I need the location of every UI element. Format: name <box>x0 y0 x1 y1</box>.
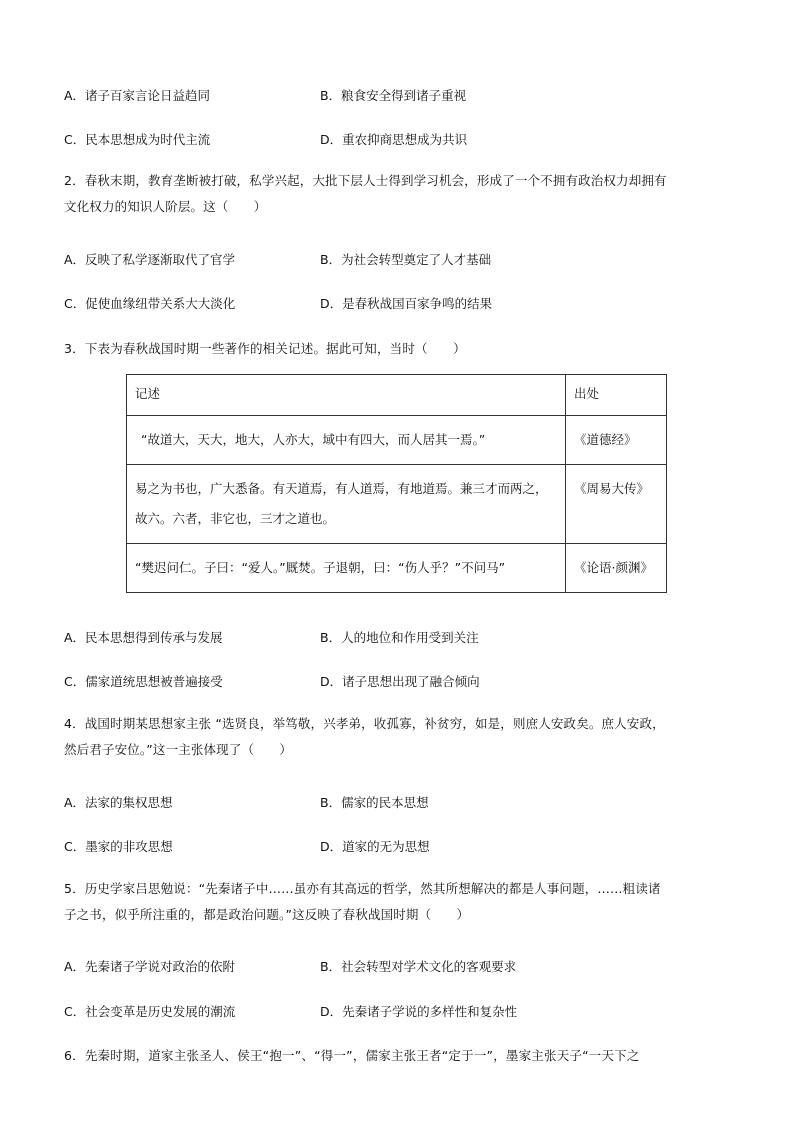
table-header-record: 记述 <box>127 375 566 416</box>
q3-option-b: B．人的地位和作用受到关注 <box>320 630 479 645</box>
q2-option-c: C．促使血缘纽带关系大大淡化 <box>64 296 236 311</box>
q5-option-c: C．社会变革是历史发展的潮流 <box>64 1004 236 1019</box>
table-header-source: 出处 <box>566 375 667 416</box>
q5-stem-line-1: 5．历史学家吕思勉说：“先秦诸子中……虽亦有其高远的哲学，然其所想解决的都是人事问题，……粗读诸 <box>64 881 661 896</box>
q4-options-row-2 <box>64 837 744 857</box>
q1-options-row-2 <box>64 130 744 150</box>
q2-options-row-2 <box>64 294 744 314</box>
q4-options-row-1 <box>64 793 744 813</box>
q1-option-c: C．民本思想成为时代主流 <box>64 132 211 147</box>
q2-option-b: B．为社会转型奠定了人才基础 <box>320 252 492 267</box>
q2-option-d: D．是春秋战国百家争鸣的结果 <box>320 296 493 311</box>
q1-options-row-1 <box>64 86 744 106</box>
q3-stem: 3．下表为春秋战国时期一些著作的相关记述。据此可知，当时（ ） <box>64 341 466 356</box>
q2-options-row-1 <box>64 250 744 270</box>
table-row <box>127 416 667 465</box>
q4-option-c: C．墨家的非攻思想 <box>64 839 173 854</box>
q5-option-a: A．先秦诸子学说对政治的依附 <box>64 959 236 974</box>
q2-stem <box>64 168 732 220</box>
q4-stem-line-2: 然后君子安位。”这一主张体现了（ ） <box>64 742 293 757</box>
q2-stem-line-1: 2．春秋末期，教育垄断被打破，私学兴起，大批下层人士得到学习机会，形成了一个不拥有政治权力却拥有 <box>64 173 667 188</box>
q1-option-d: D．重农抑商思想成为共识 <box>320 132 468 147</box>
q5-options-row-1 <box>64 957 744 977</box>
q4-stem <box>64 711 732 763</box>
q1-option-b: B．粮食安全得到诸子重视 <box>320 88 467 103</box>
q3-option-d: D．诸子思想出现了融合倾向 <box>320 674 480 689</box>
q5-options-row-2 <box>64 1002 744 1022</box>
table-cell-source: 《道德经》 <box>566 416 667 465</box>
table-row <box>127 465 667 544</box>
q4-option-a: A．法家的集权思想 <box>64 795 173 810</box>
q4-option-b: B．儒家的民本思想 <box>320 795 429 810</box>
table-row <box>127 544 667 593</box>
q2-stem-line-2: 文化权力的知识人阶层。这（ ） <box>64 199 267 214</box>
table-cell-source: 《论语·颜渊》 <box>566 544 667 593</box>
q3-option-a: A．民本思想得到传承与发展 <box>64 630 223 645</box>
q5-stem-line-2: 子之书，似乎所注重的，都是政治问题。”这反映了春秋战国时期（ ） <box>64 907 470 922</box>
q5-option-b: B．社会转型对学术文化的客观要求 <box>320 959 517 974</box>
table-cell-source: 《周易大传》 <box>566 465 667 544</box>
q5-stem <box>64 876 732 928</box>
q4-stem-line-1: 4．战国时期某思想家主张 “选贤良，举笃敬，兴孝弟，收孤寡，补贫穷，如是，则庶人安政矣。庶人安政， <box>64 716 665 731</box>
table-cell-text: 易之为书也，广大悉备。有天道焉，有人道焉，有地道焉。兼三才而两之，故六。六者，非它也，三才之道也。 <box>127 465 566 544</box>
table-cell-text: “樊迟问仁。子曰：“爱人。”厩焚。子退朝，曰：“伤人乎？”不问马” <box>127 544 566 593</box>
q2-option-a: A．反映了私学逐渐取代了官学 <box>64 252 236 267</box>
q3-option-c: C．儒家道统思想被普遍接受 <box>64 674 223 689</box>
q3-options-row-2 <box>64 672 744 692</box>
q5-option-d: D．先秦诸子学说的多样性和复杂性 <box>320 1004 518 1019</box>
q3-options-row-1 <box>64 628 744 648</box>
q6-stem-line-1: 6．先秦时期，道家主张圣人、侯王“抱一”、“得一”，儒家主张王者“定于一”，墨家主张天子“一天下之 <box>64 1048 640 1063</box>
q3-source-table <box>126 374 667 593</box>
q4-option-d: D．道家的无为思想 <box>320 839 430 854</box>
table-header-row <box>127 375 667 416</box>
q1-option-a: A．诸子百家言论日益趋同 <box>64 88 211 103</box>
table-cell-text: “故道大，天大，地大，人亦大，域中有四大，而人居其一焉。” <box>127 416 566 465</box>
